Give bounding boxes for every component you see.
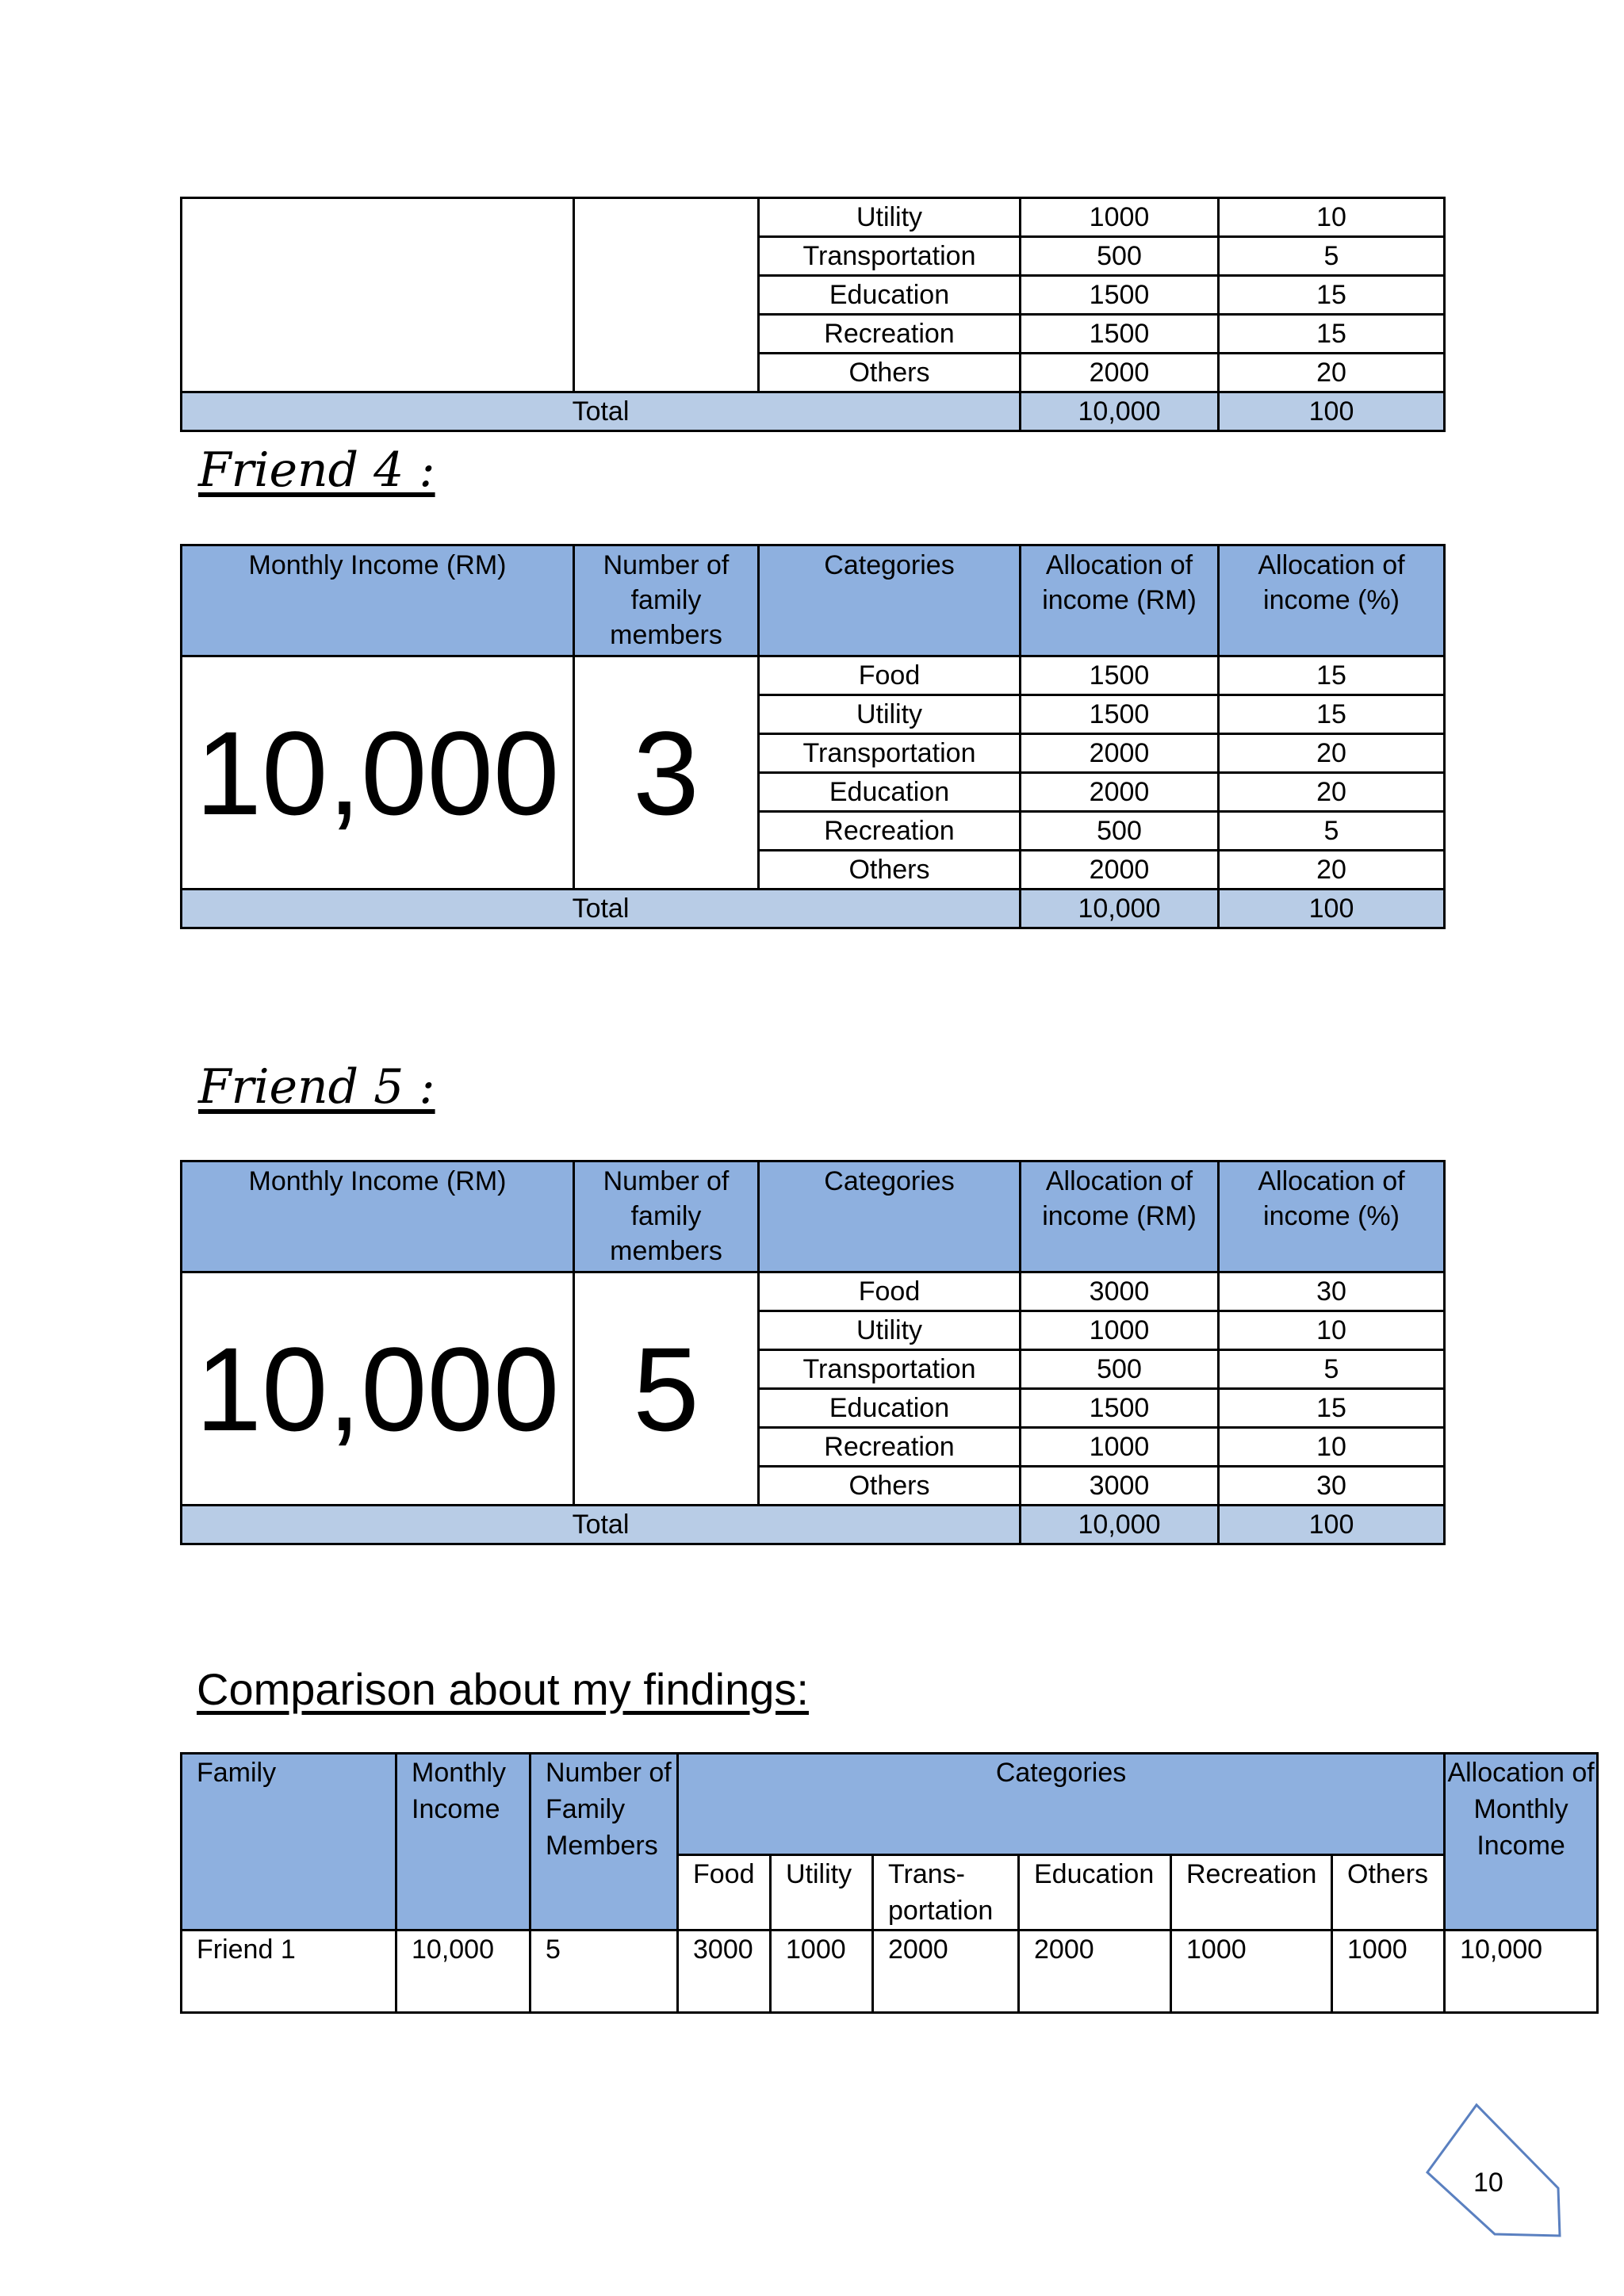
header-income: Monthly Income (RM) (182, 1161, 574, 1272)
total-pct: 100 (1219, 890, 1445, 928)
comparison-title: Comparison about my findings: (197, 1664, 809, 1714)
header-education: Education (1019, 1855, 1171, 1931)
category-cell: Transportation (759, 237, 1021, 276)
header-family-members: Number of Family Members (530, 1754, 678, 1931)
category-cell: Transportation (759, 1350, 1021, 1389)
total-rm: 10,000 (1021, 1506, 1219, 1544)
income-value: 10,000 (182, 1272, 574, 1506)
header-allocation-rm: Allocation of income (RM) (1021, 1161, 1219, 1272)
category-cell: Utility (759, 1311, 1021, 1350)
allocation-pct-cell: 10 (1219, 1428, 1445, 1467)
header-monthly-income: Monthly Income (396, 1754, 530, 1931)
header-allocation-pct: Allocation of income (%) (1219, 1161, 1445, 1272)
allocation-cell: 10,000 (1445, 1931, 1598, 2013)
category-cell: Utility (759, 695, 1021, 734)
allocation-rm-cell: 2000 (1021, 354, 1219, 392)
allocation-rm-cell: 1000 (1021, 1428, 1219, 1467)
transportation-cell: 2000 (873, 1931, 1019, 2013)
total-rm: 10,000 (1021, 392, 1219, 431)
page-number: 10 (1473, 2168, 1503, 2198)
category-cell: Education (759, 1389, 1021, 1428)
allocation-rm-cell: 500 (1021, 812, 1219, 851)
allocation-rm-cell: 500 (1021, 1350, 1219, 1389)
category-cell: Food (759, 656, 1021, 695)
total-label: Total (182, 392, 1021, 431)
members-cell-empty (574, 198, 759, 392)
allocation-rm-cell: 500 (1021, 237, 1219, 276)
allocation-pct-cell: 5 (1219, 812, 1445, 851)
allocation-pct-cell: 15 (1219, 695, 1445, 734)
allocation-pct-cell: 30 (1219, 1272, 1445, 1311)
category-cell: Utility (759, 198, 1021, 237)
header-categories: Categories (759, 545, 1021, 656)
header-categories: Categories (759, 1161, 1021, 1272)
friend4-budget-table (180, 544, 1446, 929)
allocation-pct-cell: 15 (1219, 1389, 1445, 1428)
members-value: 3 (574, 656, 759, 890)
header-allocation-rm: Allocation of income (RM) (1021, 545, 1219, 656)
members-cell: 5 (530, 1931, 678, 2013)
category-cell: Education (759, 276, 1021, 315)
category-cell: Food (759, 1272, 1021, 1311)
allocation-rm-cell: 1500 (1021, 695, 1219, 734)
allocation-pct-cell: 30 (1219, 1467, 1445, 1506)
income-cell-empty (182, 198, 574, 392)
total-label: Total (182, 890, 1021, 928)
total-rm: 10,000 (1021, 890, 1219, 928)
income-value: 10,000 (182, 656, 574, 890)
income-cell: 10,000 (396, 1931, 530, 2013)
category-cell: Education (759, 773, 1021, 812)
allocation-pct-cell: 10 (1219, 198, 1445, 237)
header-allocation-pct: Allocation of income (%) (1219, 545, 1445, 656)
recreation-cell: 1000 (1171, 1931, 1332, 2013)
table-row (182, 1931, 1598, 2013)
members-value: 5 (574, 1272, 759, 1506)
header-food: Food (678, 1855, 771, 1931)
education-cell: 2000 (1019, 1931, 1171, 2013)
allocation-rm-cell: 2000 (1021, 773, 1219, 812)
allocation-pct-cell: 5 (1219, 1350, 1445, 1389)
allocation-pct-cell: 15 (1219, 656, 1445, 695)
header-categories: Categories (678, 1754, 1445, 1855)
allocation-pct-cell: 20 (1219, 773, 1445, 812)
allocation-pct-cell: 15 (1219, 276, 1445, 315)
category-cell: Transportation (759, 734, 1021, 773)
total-label: Total (182, 1506, 1021, 1544)
friend5-heading: Friend 5 : (198, 1059, 435, 1115)
allocation-pct-cell: 20 (1219, 851, 1445, 890)
allocation-pct-cell: 20 (1219, 354, 1445, 392)
header-others: Others (1332, 1855, 1445, 1931)
allocation-rm-cell: 3000 (1021, 1272, 1219, 1311)
total-pct: 100 (1219, 1506, 1445, 1544)
category-cell: Recreation (759, 315, 1021, 354)
header-utility: Utility (771, 1855, 873, 1931)
header-recreation: Recreation (1171, 1855, 1332, 1931)
header-income: Monthly Income (RM) (182, 545, 574, 656)
allocation-rm-cell: 2000 (1021, 734, 1219, 773)
category-cell: Recreation (759, 1428, 1021, 1467)
header-members: Number of family members (574, 545, 759, 656)
header-transportation: Trans- portation (873, 1855, 1019, 1931)
allocation-pct-cell: 20 (1219, 734, 1445, 773)
friend5-budget-table (180, 1160, 1446, 1545)
utility-cell: 1000 (771, 1931, 873, 2013)
budget-table-continued (180, 197, 1446, 432)
header-members: Number of family members (574, 1161, 759, 1272)
category-cell: Others (759, 354, 1021, 392)
allocation-rm-cell: 1500 (1021, 315, 1219, 354)
header-family: Family (182, 1754, 396, 1931)
family-cell: Friend 1 (182, 1931, 396, 2013)
total-pct: 100 (1219, 392, 1445, 431)
friend4-heading: Friend 4 : (198, 442, 435, 498)
category-cell: Others (759, 851, 1021, 890)
allocation-rm-cell: 3000 (1021, 1467, 1219, 1506)
others-cell: 1000 (1332, 1931, 1445, 2013)
allocation-pct-cell: 5 (1219, 237, 1445, 276)
allocation-rm-cell: 1000 (1021, 198, 1219, 237)
category-cell: Others (759, 1467, 1021, 1506)
allocation-rm-cell: 1500 (1021, 656, 1219, 695)
allocation-rm-cell: 1500 (1021, 276, 1219, 315)
food-cell: 3000 (678, 1931, 771, 2013)
allocation-rm-cell: 2000 (1021, 851, 1219, 890)
comparison-table (180, 1752, 1599, 2014)
category-cell: Recreation (759, 812, 1021, 851)
allocation-rm-cell: 1000 (1021, 1311, 1219, 1350)
header-allocation: Allocation of Monthly Income (1445, 1754, 1598, 1931)
allocation-pct-cell: 15 (1219, 315, 1445, 354)
allocation-pct-cell: 10 (1219, 1311, 1445, 1350)
allocation-rm-cell: 1500 (1021, 1389, 1219, 1428)
